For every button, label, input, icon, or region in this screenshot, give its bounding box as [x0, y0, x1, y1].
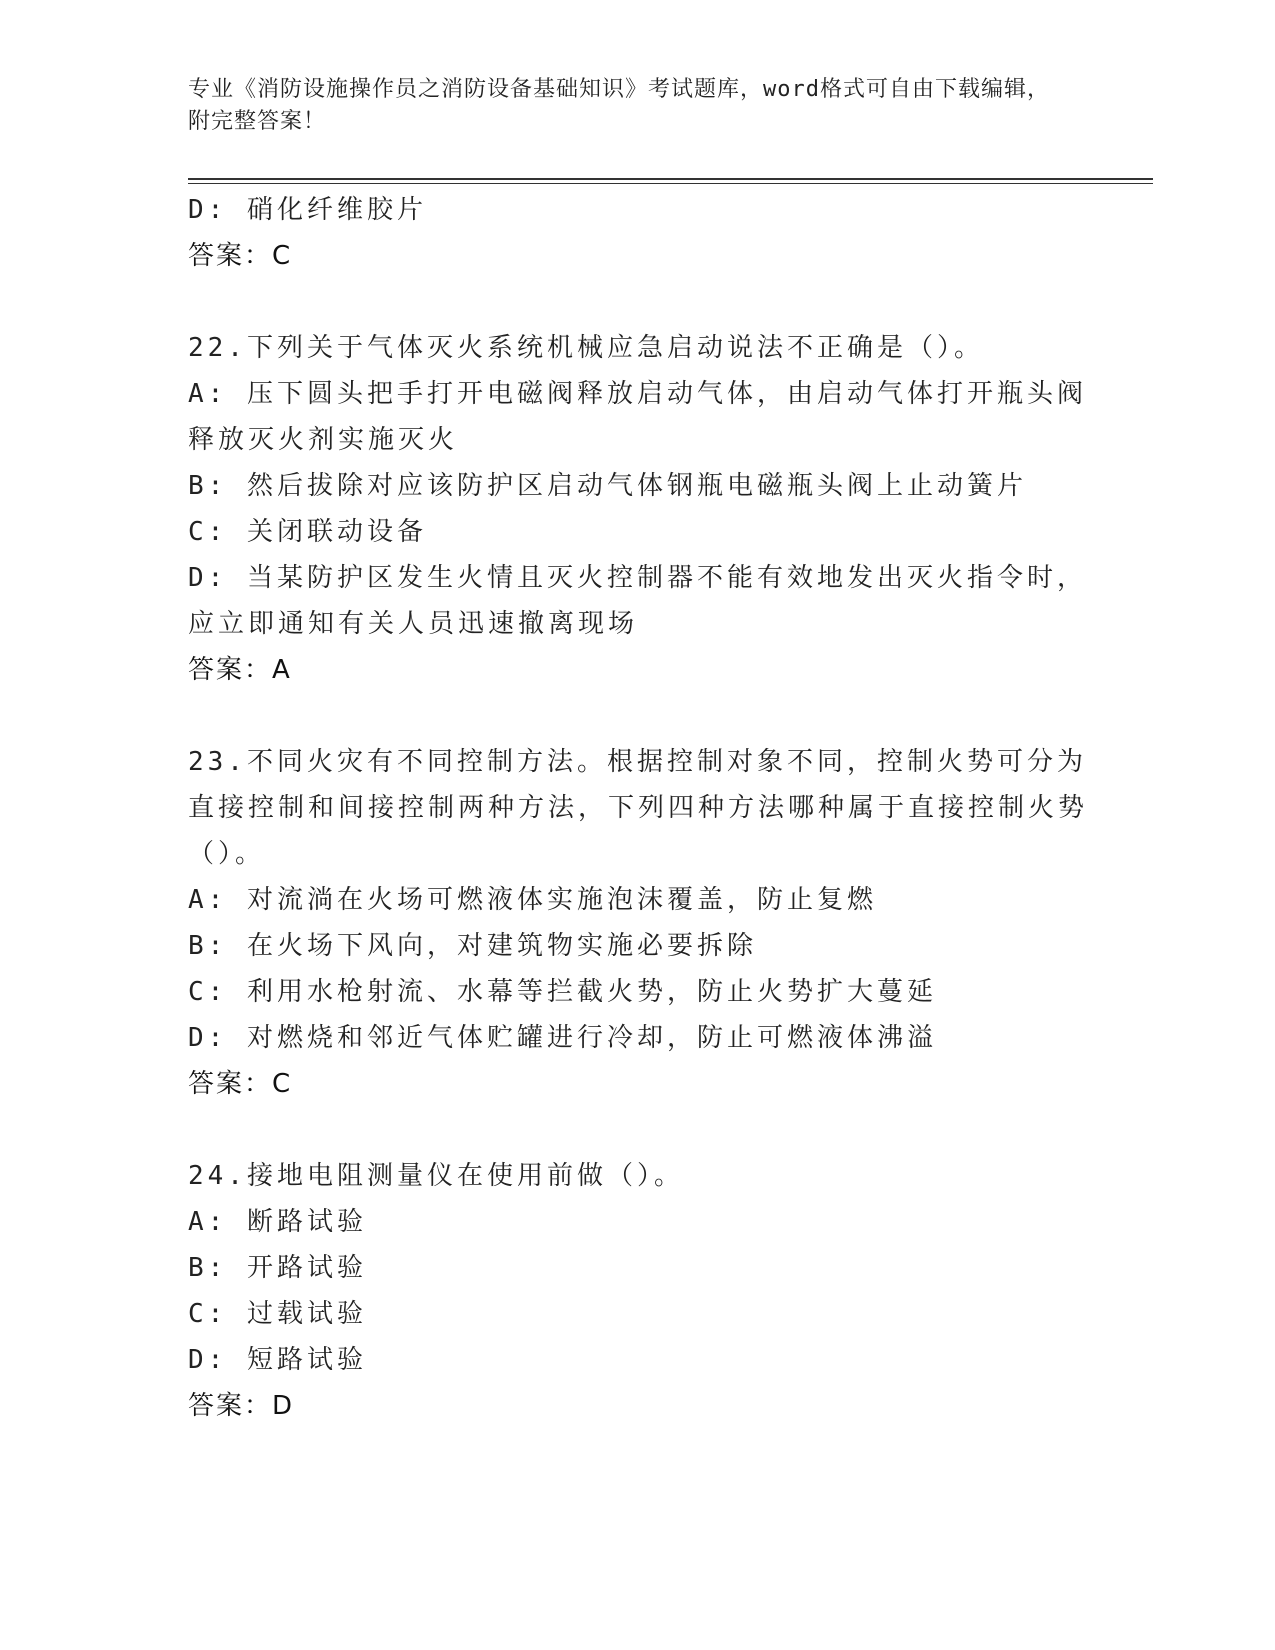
- question-22: [188, 325, 1088, 693]
- answer-line: 答案：D: [188, 1391, 295, 1421]
- option-d: D: 短路试验: [188, 1345, 367, 1375]
- option-c: C: 过载试验: [188, 1299, 367, 1329]
- previous-question-tail: [188, 187, 1088, 279]
- option-d: D: 硝化纤维胶片: [188, 195, 427, 225]
- page-header: [188, 74, 1068, 138]
- header-text: 专业《消防设施操作员之消防设备基础知识》考试题库，word格式可自由下载编辑，附完整答案！: [188, 77, 1050, 134]
- option-c: C: 利用水枪射流、水幕等拦截火势，防止火势扩大蔓延: [188, 977, 937, 1007]
- answer-line: 答案：A: [188, 655, 292, 685]
- option-d: D: 当某防护区发生火情且灭火控制器不能有效地发出灭火指令时，应立即通知有关人员迅速撤离现场: [188, 563, 1087, 639]
- answer-line: 答案：C: [188, 1069, 293, 1099]
- option-b: B: 然后拔除对应该防护区启动气体钢瓶电磁瓶头阀上止动簧片: [188, 471, 1027, 501]
- question-stem: 22.下列关于气体灭火系统机械应急启动说法不正确是（）。: [188, 333, 984, 363]
- header-divider-thick: [188, 178, 1153, 180]
- option-c: C: 关闭联动设备: [188, 517, 427, 547]
- answer-line: 答案：C: [188, 241, 293, 271]
- question-list: [188, 187, 1088, 1429]
- option-b: B: 开路试验: [188, 1253, 367, 1283]
- option-b: B: 在火场下风向，对建筑物实施必要拆除: [188, 931, 757, 961]
- question-23: [188, 739, 1088, 1107]
- header-divider-thin: [188, 183, 1153, 184]
- question-stem: 23.不同火灾有不同控制方法。根据控制对象不同，控制火势可分为直接控制和间接控制两种方法，下列四种方法哪种属于直接控制火势（）。: [188, 747, 1089, 869]
- option-a: A: 压下圆头把手打开电磁阀释放启动气体，由启动气体打开瓶头阀释放灭火剂实施灭火: [188, 379, 1087, 455]
- option-d: D: 对燃烧和邻近气体贮罐进行冷却，防止可燃液体沸溢: [188, 1023, 937, 1053]
- option-a: A: 断路试验: [188, 1207, 367, 1237]
- question-stem: 24.接地电阻测量仪在使用前做（）。: [188, 1161, 684, 1191]
- option-a: A: 对流淌在火场可燃液体实施泡沫覆盖，防止复燃: [188, 885, 877, 915]
- question-24: [188, 1153, 1088, 1429]
